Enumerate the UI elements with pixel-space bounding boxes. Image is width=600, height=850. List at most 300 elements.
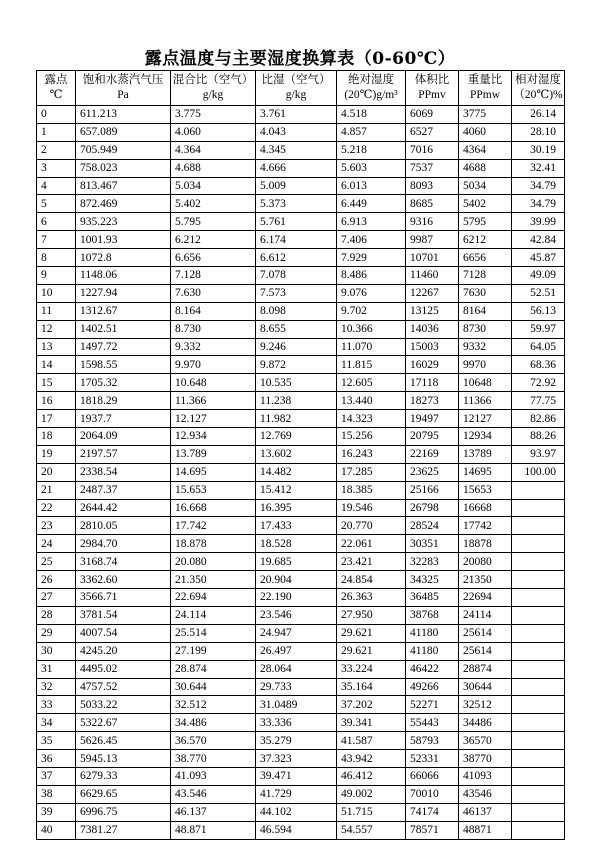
volume-ratio-cell: 8685 bbox=[406, 195, 459, 213]
volume-ratio-cell: 55443 bbox=[406, 714, 459, 732]
volume-ratio-cell: 36485 bbox=[406, 589, 459, 607]
dew-point-cell: 33 bbox=[37, 696, 76, 714]
weight-ratio-cell: 12934 bbox=[459, 428, 512, 446]
saturation-pressure-cell: 1937.7 bbox=[76, 410, 171, 428]
volume-ratio-cell: 70010 bbox=[406, 785, 459, 803]
saturation-pressure-cell: 2644.42 bbox=[76, 499, 171, 517]
dew-point-cell: 0 bbox=[37, 106, 76, 124]
saturation-pressure-cell: 2064.09 bbox=[76, 428, 171, 446]
absolute-humidity-cell: 4.857 bbox=[337, 123, 406, 141]
weight-ratio-cell: 21350 bbox=[459, 571, 512, 589]
mixing-ratio-cell: 27.199 bbox=[171, 642, 256, 660]
mixing-ratio-cell: 41.093 bbox=[171, 767, 256, 785]
dew-point-cell: 31 bbox=[37, 660, 76, 678]
volume-ratio-cell: 46422 bbox=[406, 660, 459, 678]
table-row bbox=[37, 231, 565, 249]
specific-humidity-cell: 6.612 bbox=[256, 249, 337, 267]
absolute-humidity-cell: 20.770 bbox=[337, 517, 406, 535]
weight-ratio-cell: 13789 bbox=[459, 445, 512, 463]
saturation-pressure-cell: 6996.75 bbox=[76, 803, 171, 821]
table-row bbox=[37, 803, 565, 821]
weight-ratio-cell: 14695 bbox=[459, 463, 512, 481]
absolute-humidity-cell: 5.218 bbox=[337, 141, 406, 159]
table-row bbox=[37, 302, 565, 320]
relative-humidity-cell: 34.79 bbox=[512, 177, 565, 195]
saturation-pressure-cell: 5626.45 bbox=[76, 732, 171, 750]
weight-ratio-cell: 6212 bbox=[459, 231, 512, 249]
header-weight-ratio: 重量比 PPmw bbox=[459, 71, 512, 106]
absolute-humidity-cell: 24.854 bbox=[337, 571, 406, 589]
relative-humidity-cell: 82.86 bbox=[512, 410, 565, 428]
mixing-ratio-cell: 21.350 bbox=[171, 571, 256, 589]
mixing-ratio-cell: 20.080 bbox=[171, 553, 256, 571]
relative-humidity-cell bbox=[512, 589, 565, 607]
weight-ratio-cell: 20080 bbox=[459, 553, 512, 571]
table-row bbox=[37, 624, 565, 642]
relative-humidity-cell: 28.10 bbox=[512, 123, 565, 141]
specific-humidity-cell: 4.666 bbox=[256, 159, 337, 177]
table-row bbox=[37, 410, 565, 428]
relative-humidity-cell bbox=[512, 571, 565, 589]
table-row bbox=[37, 392, 565, 410]
weight-ratio-cell: 28874 bbox=[459, 660, 512, 678]
mixing-ratio-cell: 11.366 bbox=[171, 392, 256, 410]
saturation-pressure-cell: 1312.67 bbox=[76, 302, 171, 320]
table-row bbox=[37, 195, 565, 213]
weight-ratio-cell: 7128 bbox=[459, 267, 512, 285]
dew-point-cell: 14 bbox=[37, 356, 76, 374]
absolute-humidity-cell: 5.603 bbox=[337, 159, 406, 177]
dew-point-cell: 4 bbox=[37, 177, 76, 195]
relative-humidity-cell: 34.79 bbox=[512, 195, 565, 213]
specific-humidity-cell: 8.098 bbox=[256, 302, 337, 320]
relative-humidity-cell bbox=[512, 714, 565, 732]
weight-ratio-cell: 9332 bbox=[459, 338, 512, 356]
absolute-humidity-cell: 6.013 bbox=[337, 177, 406, 195]
relative-humidity-cell bbox=[512, 750, 565, 768]
specific-humidity-cell: 11.238 bbox=[256, 392, 337, 410]
weight-ratio-cell: 15653 bbox=[459, 481, 512, 499]
weight-ratio-cell: 12127 bbox=[459, 410, 512, 428]
mixing-ratio-cell: 12.127 bbox=[171, 410, 256, 428]
specific-humidity-cell: 39.471 bbox=[256, 767, 337, 785]
table-row bbox=[37, 320, 565, 338]
absolute-humidity-cell: 54.557 bbox=[337, 821, 406, 839]
dew-point-cell: 38 bbox=[37, 785, 76, 803]
dew-point-cell: 7 bbox=[37, 231, 76, 249]
mixing-ratio-cell: 16.668 bbox=[171, 499, 256, 517]
table-row bbox=[37, 213, 565, 231]
saturation-pressure-cell: 1227.94 bbox=[76, 284, 171, 302]
specific-humidity-cell: 23.546 bbox=[256, 606, 337, 624]
dew-point-cell: 8 bbox=[37, 249, 76, 267]
volume-ratio-cell: 10701 bbox=[406, 249, 459, 267]
specific-humidity-cell: 18.528 bbox=[256, 535, 337, 553]
weight-ratio-cell: 4060 bbox=[459, 123, 512, 141]
table-row bbox=[37, 177, 565, 195]
table-row bbox=[37, 499, 565, 517]
volume-ratio-cell: 49266 bbox=[406, 678, 459, 696]
weight-ratio-cell: 16668 bbox=[459, 499, 512, 517]
mixing-ratio-cell: 15.653 bbox=[171, 481, 256, 499]
mixing-ratio-cell: 38.770 bbox=[171, 750, 256, 768]
mixing-ratio-cell: 43.546 bbox=[171, 785, 256, 803]
dew-point-cell: 20 bbox=[37, 463, 76, 481]
relative-humidity-cell: 88.26 bbox=[512, 428, 565, 446]
absolute-humidity-cell: 9.076 bbox=[337, 284, 406, 302]
dew-point-cell: 6 bbox=[37, 213, 76, 231]
weight-ratio-cell: 6656 bbox=[459, 249, 512, 267]
table-row bbox=[37, 517, 565, 535]
volume-ratio-cell: 25166 bbox=[406, 481, 459, 499]
relative-humidity-cell: 68.36 bbox=[512, 356, 565, 374]
volume-ratio-cell: 22169 bbox=[406, 445, 459, 463]
weight-ratio-cell: 11366 bbox=[459, 392, 512, 410]
specific-humidity-cell: 10.535 bbox=[256, 374, 337, 392]
absolute-humidity-cell: 7.929 bbox=[337, 249, 406, 267]
page-title: 露点温度与主要湿度换算表（0-60℃） bbox=[144, 49, 456, 69]
saturation-pressure-cell: 4495.02 bbox=[76, 660, 171, 678]
volume-ratio-cell: 14036 bbox=[406, 320, 459, 338]
table-row bbox=[37, 374, 565, 392]
volume-ratio-cell: 16029 bbox=[406, 356, 459, 374]
table-row bbox=[37, 249, 565, 267]
relative-humidity-cell bbox=[512, 696, 565, 714]
absolute-humidity-cell: 46.412 bbox=[337, 767, 406, 785]
relative-humidity-cell bbox=[512, 624, 565, 642]
absolute-humidity-cell: 13.440 bbox=[337, 392, 406, 410]
mixing-ratio-cell: 30.644 bbox=[171, 678, 256, 696]
dew-point-cell: 12 bbox=[37, 320, 76, 338]
saturation-pressure-cell: 935.223 bbox=[76, 213, 171, 231]
relative-humidity-cell bbox=[512, 499, 565, 517]
volume-ratio-cell: 26798 bbox=[406, 499, 459, 517]
volume-ratio-cell: 8093 bbox=[406, 177, 459, 195]
relative-humidity-cell bbox=[512, 535, 565, 553]
absolute-humidity-cell: 37.202 bbox=[337, 696, 406, 714]
relative-humidity-cell: 49.09 bbox=[512, 267, 565, 285]
specific-humidity-cell: 44.102 bbox=[256, 803, 337, 821]
specific-humidity-cell: 3.761 bbox=[256, 106, 337, 124]
mixing-ratio-cell: 13.789 bbox=[171, 445, 256, 463]
specific-humidity-cell: 5.373 bbox=[256, 195, 337, 213]
saturation-pressure-cell: 813.467 bbox=[76, 177, 171, 195]
relative-humidity-cell bbox=[512, 517, 565, 535]
mixing-ratio-cell: 28.874 bbox=[171, 660, 256, 678]
table-row bbox=[37, 106, 565, 124]
mixing-ratio-cell: 3.775 bbox=[171, 106, 256, 124]
mixing-ratio-cell: 5.034 bbox=[171, 177, 256, 195]
table-row bbox=[37, 767, 565, 785]
relative-humidity-cell bbox=[512, 553, 565, 571]
relative-humidity-cell bbox=[512, 767, 565, 785]
conversion-table bbox=[36, 70, 565, 840]
absolute-humidity-cell: 16.243 bbox=[337, 445, 406, 463]
absolute-humidity-cell: 10.366 bbox=[337, 320, 406, 338]
volume-ratio-cell: 38768 bbox=[406, 606, 459, 624]
relative-humidity-cell bbox=[512, 660, 565, 678]
absolute-humidity-cell: 11.815 bbox=[337, 356, 406, 374]
table-row bbox=[37, 606, 565, 624]
dew-point-cell: 23 bbox=[37, 517, 76, 535]
absolute-humidity-cell: 18.385 bbox=[337, 481, 406, 499]
volume-ratio-cell: 41180 bbox=[406, 624, 459, 642]
relative-humidity-cell: 77.75 bbox=[512, 392, 565, 410]
dew-point-cell: 13 bbox=[37, 338, 76, 356]
weight-ratio-cell: 24114 bbox=[459, 606, 512, 624]
table-row bbox=[37, 267, 565, 285]
header-absolute-humidity: 绝对湿度 (20℃)g/m³ bbox=[337, 71, 406, 106]
dew-point-cell: 2 bbox=[37, 141, 76, 159]
saturation-pressure-cell: 872.469 bbox=[76, 195, 171, 213]
volume-ratio-cell: 78571 bbox=[406, 821, 459, 839]
weight-ratio-cell: 8730 bbox=[459, 320, 512, 338]
relative-humidity-cell bbox=[512, 606, 565, 624]
specific-humidity-cell: 29.733 bbox=[256, 678, 337, 696]
absolute-humidity-cell: 35.164 bbox=[337, 678, 406, 696]
header-mixing-ratio: 混合比（空气） g/kg bbox=[171, 71, 256, 106]
weight-ratio-cell: 25614 bbox=[459, 642, 512, 660]
dew-point-cell: 5 bbox=[37, 195, 76, 213]
volume-ratio-cell: 52331 bbox=[406, 750, 459, 768]
header-dew-point: 露点 ℃ bbox=[37, 71, 76, 106]
mixing-ratio-cell: 8.164 bbox=[171, 302, 256, 320]
absolute-humidity-cell: 29.621 bbox=[337, 624, 406, 642]
table-row bbox=[37, 123, 565, 141]
saturation-pressure-cell: 1001.93 bbox=[76, 231, 171, 249]
absolute-humidity-cell: 6.449 bbox=[337, 195, 406, 213]
relative-humidity-cell: 32.41 bbox=[512, 159, 565, 177]
relative-humidity-cell: 72.92 bbox=[512, 374, 565, 392]
specific-humidity-cell: 9.872 bbox=[256, 356, 337, 374]
relative-humidity-cell: 64.05 bbox=[512, 338, 565, 356]
specific-humidity-cell: 14.482 bbox=[256, 463, 337, 481]
weight-ratio-cell: 34486 bbox=[459, 714, 512, 732]
specific-humidity-cell: 9.246 bbox=[256, 338, 337, 356]
table-row bbox=[37, 714, 565, 732]
specific-humidity-cell: 7.573 bbox=[256, 284, 337, 302]
absolute-humidity-cell: 23.421 bbox=[337, 553, 406, 571]
weight-ratio-cell: 41093 bbox=[459, 767, 512, 785]
mixing-ratio-cell: 4.364 bbox=[171, 141, 256, 159]
mixing-ratio-cell: 4.688 bbox=[171, 159, 256, 177]
dew-point-cell: 40 bbox=[37, 821, 76, 839]
volume-ratio-cell: 7537 bbox=[406, 159, 459, 177]
mixing-ratio-cell: 10.648 bbox=[171, 374, 256, 392]
specific-humidity-cell: 26.497 bbox=[256, 642, 337, 660]
absolute-humidity-cell: 4.518 bbox=[337, 106, 406, 124]
relative-humidity-cell: 100.00 bbox=[512, 463, 565, 481]
saturation-pressure-cell: 5033.22 bbox=[76, 696, 171, 714]
volume-ratio-cell: 28524 bbox=[406, 517, 459, 535]
specific-humidity-cell: 33.336 bbox=[256, 714, 337, 732]
mixing-ratio-cell: 18.878 bbox=[171, 535, 256, 553]
dew-point-cell: 11 bbox=[37, 302, 76, 320]
specific-humidity-cell: 17.433 bbox=[256, 517, 337, 535]
saturation-pressure-cell: 1598.55 bbox=[76, 356, 171, 374]
volume-ratio-cell: 7016 bbox=[406, 141, 459, 159]
table-row bbox=[37, 571, 565, 589]
mixing-ratio-cell: 7.128 bbox=[171, 267, 256, 285]
saturation-pressure-cell: 5945.13 bbox=[76, 750, 171, 768]
dew-point-cell: 30 bbox=[37, 642, 76, 660]
relative-humidity-cell: 42.84 bbox=[512, 231, 565, 249]
dew-point-cell: 35 bbox=[37, 732, 76, 750]
table-row bbox=[37, 785, 565, 803]
table-row bbox=[37, 284, 565, 302]
mixing-ratio-cell: 25.514 bbox=[171, 624, 256, 642]
saturation-pressure-cell: 705.949 bbox=[76, 141, 171, 159]
volume-ratio-cell: 15003 bbox=[406, 338, 459, 356]
absolute-humidity-cell: 14.323 bbox=[337, 410, 406, 428]
saturation-pressure-cell: 5322.67 bbox=[76, 714, 171, 732]
relative-humidity-cell: 45.87 bbox=[512, 249, 565, 267]
dew-point-cell: 18 bbox=[37, 428, 76, 446]
saturation-pressure-cell: 2197.57 bbox=[76, 445, 171, 463]
specific-humidity-cell: 13.602 bbox=[256, 445, 337, 463]
weight-ratio-cell: 4688 bbox=[459, 159, 512, 177]
saturation-pressure-cell: 6629.65 bbox=[76, 785, 171, 803]
saturation-pressure-cell: 611.213 bbox=[76, 106, 171, 124]
specific-humidity-cell: 37.323 bbox=[256, 750, 337, 768]
dew-point-cell: 39 bbox=[37, 803, 76, 821]
specific-humidity-cell: 31.0489 bbox=[256, 696, 337, 714]
dew-point-cell: 22 bbox=[37, 499, 76, 517]
saturation-pressure-cell: 4007.54 bbox=[76, 624, 171, 642]
dew-point-cell: 15 bbox=[37, 374, 76, 392]
weight-ratio-cell: 17742 bbox=[459, 517, 512, 535]
absolute-humidity-cell: 6.913 bbox=[337, 213, 406, 231]
saturation-pressure-cell: 758.023 bbox=[76, 159, 171, 177]
table-row bbox=[37, 535, 565, 553]
table-row bbox=[37, 463, 565, 481]
table-row bbox=[37, 750, 565, 768]
dew-point-cell: 26 bbox=[37, 571, 76, 589]
saturation-pressure-cell: 4757.52 bbox=[76, 678, 171, 696]
absolute-humidity-cell: 39.341 bbox=[337, 714, 406, 732]
absolute-humidity-cell: 8.486 bbox=[337, 267, 406, 285]
mixing-ratio-cell: 32.512 bbox=[171, 696, 256, 714]
absolute-humidity-cell: 26.363 bbox=[337, 589, 406, 607]
weight-ratio-cell: 25614 bbox=[459, 624, 512, 642]
relative-humidity-cell: 30.19 bbox=[512, 141, 565, 159]
dew-point-cell: 17 bbox=[37, 410, 76, 428]
specific-humidity-cell: 11.982 bbox=[256, 410, 337, 428]
absolute-humidity-cell: 43.942 bbox=[337, 750, 406, 768]
table-row bbox=[37, 141, 565, 159]
specific-humidity-cell: 46.594 bbox=[256, 821, 337, 839]
absolute-humidity-cell: 11.070 bbox=[337, 338, 406, 356]
volume-ratio-cell: 20795 bbox=[406, 428, 459, 446]
weight-ratio-cell: 7630 bbox=[459, 284, 512, 302]
dew-point-cell: 37 bbox=[37, 767, 76, 785]
weight-ratio-cell: 4364 bbox=[459, 141, 512, 159]
mixing-ratio-cell: 7.630 bbox=[171, 284, 256, 302]
table-row bbox=[37, 696, 565, 714]
saturation-pressure-cell: 2810.05 bbox=[76, 517, 171, 535]
specific-humidity-cell: 15.412 bbox=[256, 481, 337, 499]
table-row bbox=[37, 356, 565, 374]
absolute-humidity-cell: 15.256 bbox=[337, 428, 406, 446]
table-row bbox=[37, 678, 565, 696]
mixing-ratio-cell: 4.060 bbox=[171, 123, 256, 141]
table-row bbox=[37, 553, 565, 571]
specific-humidity-cell: 35.279 bbox=[256, 732, 337, 750]
dew-point-cell: 32 bbox=[37, 678, 76, 696]
absolute-humidity-cell: 51.715 bbox=[337, 803, 406, 821]
mixing-ratio-cell: 46.137 bbox=[171, 803, 256, 821]
weight-ratio-cell: 22694 bbox=[459, 589, 512, 607]
volume-ratio-cell: 23625 bbox=[406, 463, 459, 481]
dew-point-cell: 21 bbox=[37, 481, 76, 499]
absolute-humidity-cell: 27.950 bbox=[337, 606, 406, 624]
dew-point-cell: 28 bbox=[37, 606, 76, 624]
mixing-ratio-cell: 5.402 bbox=[171, 195, 256, 213]
saturation-pressure-cell: 7381.27 bbox=[76, 821, 171, 839]
mixing-ratio-cell: 34.486 bbox=[171, 714, 256, 732]
dew-point-cell: 27 bbox=[37, 589, 76, 607]
weight-ratio-cell: 32512 bbox=[459, 696, 512, 714]
table-row bbox=[37, 159, 565, 177]
weight-ratio-cell: 38770 bbox=[459, 750, 512, 768]
weight-ratio-cell: 5034 bbox=[459, 177, 512, 195]
volume-ratio-cell: 52271 bbox=[406, 696, 459, 714]
weight-ratio-cell: 3775 bbox=[459, 106, 512, 124]
specific-humidity-cell: 8.655 bbox=[256, 320, 337, 338]
absolute-humidity-cell: 7.406 bbox=[337, 231, 406, 249]
mixing-ratio-cell: 12.934 bbox=[171, 428, 256, 446]
relative-humidity-cell: 52.51 bbox=[512, 284, 565, 302]
mixing-ratio-cell: 24.114 bbox=[171, 606, 256, 624]
specific-humidity-cell: 7.078 bbox=[256, 267, 337, 285]
saturation-pressure-cell: 2338.54 bbox=[76, 463, 171, 481]
weight-ratio-cell: 9970 bbox=[459, 356, 512, 374]
dew-point-cell: 25 bbox=[37, 553, 76, 571]
weight-ratio-cell: 30644 bbox=[459, 678, 512, 696]
table-row bbox=[37, 642, 565, 660]
weight-ratio-cell: 48871 bbox=[459, 821, 512, 839]
volume-ratio-cell: 6069 bbox=[406, 106, 459, 124]
absolute-humidity-cell: 49.002 bbox=[337, 785, 406, 803]
absolute-humidity-cell: 33.224 bbox=[337, 660, 406, 678]
specific-humidity-cell: 22.190 bbox=[256, 589, 337, 607]
specific-humidity-cell: 24.947 bbox=[256, 624, 337, 642]
table-row bbox=[37, 589, 565, 607]
absolute-humidity-cell: 12.605 bbox=[337, 374, 406, 392]
header-specific-humidity: 比湿（空气） g/kg bbox=[256, 71, 337, 106]
table-row bbox=[37, 428, 565, 446]
saturation-pressure-cell: 2487.37 bbox=[76, 481, 171, 499]
saturation-pressure-cell: 2984.70 bbox=[76, 535, 171, 553]
dew-point-cell: 29 bbox=[37, 624, 76, 642]
volume-ratio-cell: 30351 bbox=[406, 535, 459, 553]
table-row bbox=[37, 821, 565, 839]
dew-point-cell: 16 bbox=[37, 392, 76, 410]
specific-humidity-cell: 5.009 bbox=[256, 177, 337, 195]
weight-ratio-cell: 5795 bbox=[459, 213, 512, 231]
volume-ratio-cell: 9316 bbox=[406, 213, 459, 231]
weight-ratio-cell: 8164 bbox=[459, 302, 512, 320]
specific-humidity-cell: 20.904 bbox=[256, 571, 337, 589]
absolute-humidity-cell: 9.702 bbox=[337, 302, 406, 320]
dew-point-cell: 24 bbox=[37, 535, 76, 553]
saturation-pressure-cell: 3362.60 bbox=[76, 571, 171, 589]
mixing-ratio-cell: 6.656 bbox=[171, 249, 256, 267]
weight-ratio-cell: 43546 bbox=[459, 785, 512, 803]
volume-ratio-cell: 34325 bbox=[406, 571, 459, 589]
header-relative-humidity: 相对湿度 （20℃)% bbox=[512, 71, 565, 106]
volume-ratio-cell: 19497 bbox=[406, 410, 459, 428]
